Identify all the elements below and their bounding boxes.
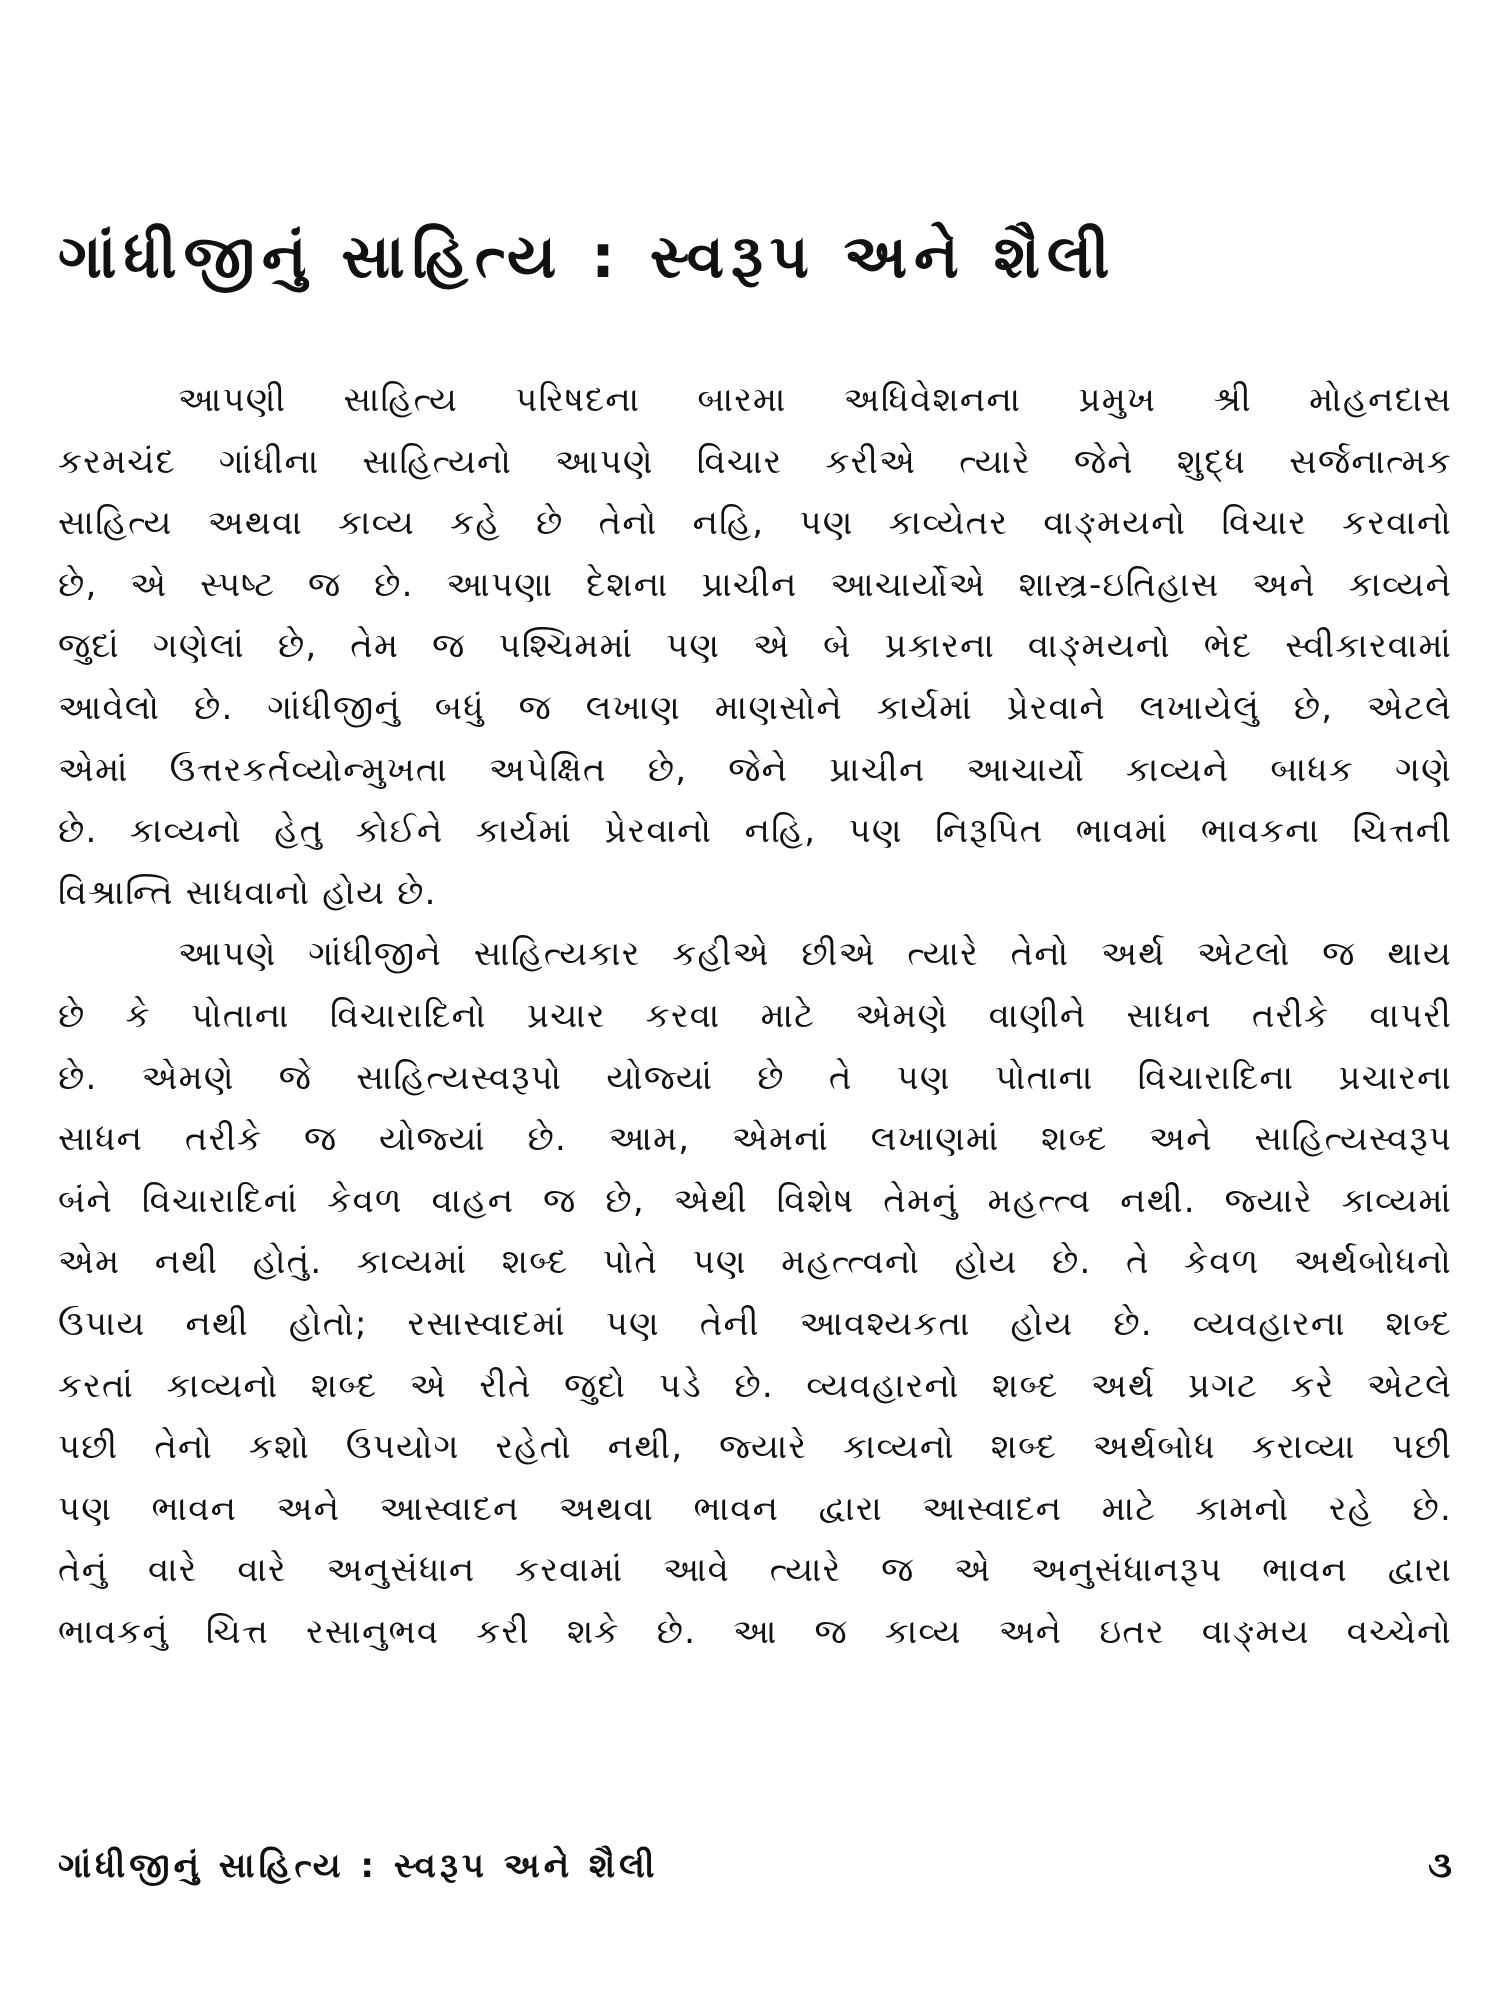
text-line: સાધન તરીકે જ યોજ્યાં છે. આમ, એમનાં લખાણમાં શબ્દ અને સાહિત્યસ્વરૂપ	[58, 1119, 1452, 1160]
page-number: ૩	[1428, 1845, 1452, 1886]
text-line: કરતાં કાવ્યનો શબ્દ એ રીતે જુદો પડે છે. વ્યવહારનો શબ્દ અર્થ પ્રગટ કરે એટલે	[58, 1365, 1452, 1406]
text-line: પણ ભાવન અને આસ્વાદન અથવા ભાવન દ્વારા આસ્વાદન માટે કામનો રહે છે.	[58, 1488, 1452, 1529]
text-line: આપણી સાહિત્ય પરિષદના બારમા અધિવેશનના પ્રમુખ શ્રી મોહનદાસ	[178, 380, 1452, 420]
text-line: છે કે પોતાના વિચારાદિનો પ્રચાર કરવા માટે એમણે વાણીને સાધન તરીકે વાપરી	[58, 995, 1452, 1036]
text-line: કરમચંદ ગાંધીના સાહિત્યનો આપણે વિચાર કરીએ ત્યારે જેને શુદ્ધ સર્જનાત્મક	[58, 441, 1452, 482]
text-line: એમાં ઉત્તરકર્તવ્યોન્મુખતા અપેક્ષિત છે, જેને પ્રાચીન આચાર્યો કાવ્યને બાધક ગણે	[58, 749, 1452, 790]
text-line: તેનું વારે વારે અનુસંધાન કરવામાં આવે ત્યારે જ એ અનુસંધાનરૂપ ભાવન દ્વારા	[58, 1550, 1452, 1591]
text-line: વિશ્રાન્તિ સાધવાનો હોય છે.	[58, 872, 437, 913]
text-line: પછી તેનો કશો ઉપયોગ રહેતો નથી, જ્યારે કાવ્યનો શબ્દ અર્થબોધ કરાવ્યા પછી	[58, 1427, 1452, 1468]
text-line: આવેલો છે. ગાંધીજીનું બધું જ લખાણ માણસોને કાર્યમાં પ્રેરવાને લખાયેલું છે, એટલે	[58, 687, 1452, 728]
text-line: એમ નથી હોતું. કાવ્યમાં શબ્દ પોતે પણ મહત્ત્વનો હોય છે. તે કેવળ અર્થબોધનો	[58, 1242, 1452, 1283]
text-line: છે. કાવ્યનો હેતુ કોઈને કાર્યમાં પ્રેરવાનો નહિ, પણ નિરૂપિત ભાવમાં ભાવકના ચિત્તની	[58, 811, 1452, 852]
text-line: બંને વિચારાદિનાં કેવળ વાહન જ છે, એથી વિશેષ તેમનું મહત્ત્વ નથી. જ્યારે કાવ્યમાં	[58, 1180, 1452, 1221]
text-line: આપણે ગાંધીજીને સાહિત્યકાર કહીએ છીએ ત્યારે તેનો અર્થ એટલો જ થાય	[178, 934, 1452, 975]
text-line: ઉપાય નથી હોતો; રસાસ્વાદમાં પણ તેની આવશ્યકતા હોય છે. વ્યવહારના શબ્દ	[58, 1303, 1452, 1344]
text-line: જુદાં ગણેલાં છે, તેમ જ પશ્ચિમમાં પણ એ બે પ્રકારના વાઙ્મયનો ભેદ સ્વીકારવામાં	[58, 626, 1452, 667]
page-footer	[58, 1836, 1452, 1896]
text-line: છે, એ સ્પષ્ટ જ છે. આપણા દેશના પ્રાચીન આચાર્યોએ શાસ્ત્ર-ઇતિહાસ અને કાવ્યને	[58, 564, 1452, 605]
running-title: ગાંધીજીનું સાહિત્ય : સ્વરૂપ અને શૈલી	[58, 1846, 659, 1886]
body-text	[58, 370, 1452, 1663]
chapter-title: ગાંધીજીનું સાહિત્ય : સ્વરૂપ અને શૈલી	[58, 222, 1117, 292]
text-line: છે. એમણે જે સાહિત્યસ્વરૂપો યોજ્યાં છે તે પણ પોતાના વિચારાદિના પ્રચારના	[58, 1057, 1452, 1098]
text-line: ભાવકનું ચિત્ત રસાનુભવ કરી શકે છે. આ જ કાવ્ય અને ઇતર વાઙ્મય વચ્ચેનો	[58, 1611, 1452, 1652]
text-line: સાહિત્ય અથવા કાવ્ય કહે છે તેનો નહિ, પણ કાવ્યેતર વાઙ્મયનો વિચાર કરવાનો	[58, 503, 1452, 544]
